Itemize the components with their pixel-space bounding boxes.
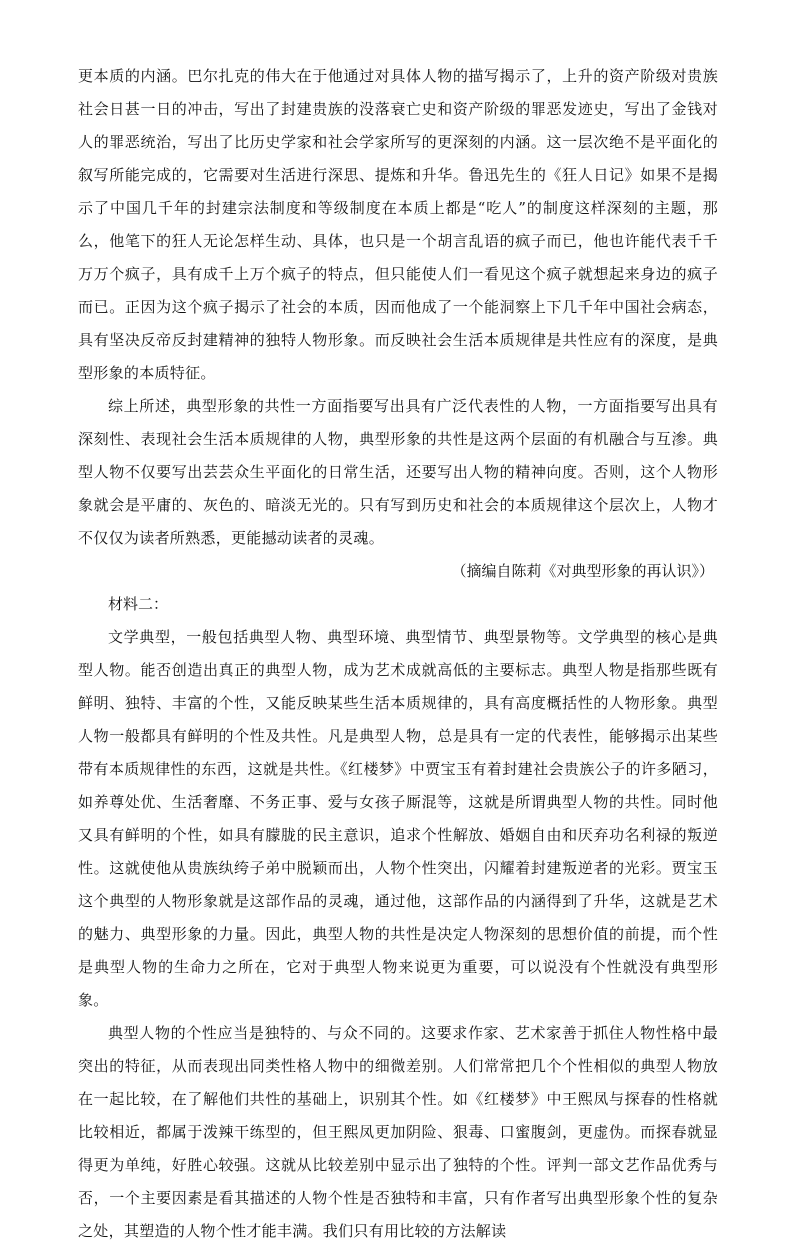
source-citation: （摘编自陈莉《对典型形象的再认识》） <box>451 562 714 580</box>
material-label: 材料二： <box>108 595 169 613</box>
paragraph-1: 更本质的内涵。巴尔扎克的伟大在于他通过对具体人物的描写揭示了，上升的资产阶级对贵族社会日甚一日的冲击，写出了封建贵族的没落衰亡史和资产阶级的罪恶发迹史，写出了金钱对人的罪恶统治，写出了比历史学家和社会学家所写的更深刻的内涵。这一层次绝不是平面化的叙写所能完成的，它需要对生活进行深思、提炼和升华。鲁迅先生的《狂人日记》如果不是揭示了中国几千年的封建宗法制度和等级制度在本质上都是“吃人”的制度这样深刻的主题，那么，他笔下的狂人无论怎样生动、具体，也只是一个胡言乱语的疯子而已，他也许能代表千千万万个疯子，具有成千上万个疯子的特点，但只能使人们一看见这个疯子就想起来身边的疯子而已。正因为这个疯子揭示了社会的本质，因而他成了一个能洞察上下几千年中国社会病态，具有坚决反帝反封建精神的独特人物形象。而反映社会生活本质规律是共性应有的深度，是典型形象的本质特征。 <box>78 67 718 382</box>
document-page <box>78 60 718 1248</box>
paragraph-2: 综上所述，典型形象的共性一方面指要写出具有广泛代表性的人物，一方面指要写出具有深刻性、表现社会生活本质规律的人物，典型形象的共性是这两个层面的有机融合与互渗。典型人物不仅要写出芸芸众生平面化的日常生活，还要写出人物的精神向度。否则，这个人物形象就会是平庸的、灰色的、暗淡无光的。只有写到历史和社会的本质规律这个层次上，人物才不仅仅为读者所熟悉，更能撼动读者的灵魂。 <box>78 397 718 547</box>
paragraph-3: 文学典型，一般包括典型人物、典型环境、典型情节、典型景物等。文学典型的核心是典型人物。能否创造出真正的典型人物，成为艺术成就高低的主要标志。典型人物是指那些既有鲜明、独特、丰富的个性，又能反映某些生活本质规律的，具有高度概括性的人物形象。典型人物一般都具有鲜明的个性及共性。凡是典型人物，总是具有一定的代表性，能够揭示出某些带有本质规律性的东西，这就是共性。《红楼梦》中贾宝玉有着封建社会贵族公子的许多陋习，如养尊处优、生活奢靡、不务正事、爱与女孩子厮混等，这就是所谓典型人物的共性。同时他又具有鲜明的个性，如具有朦胧的民主意识，追求个性解放、婚姻自由和厌弃功名利禄的叛逆性。这就使他从贵族纨绔子弟中脱颖而出，人物个性突出，闪耀着封建叛逆者的光彩。贾宝玉这个典型的人物形象就是这部作品的灵魂，通过他，这部作品的内涵得到了升华，这就是艺术的魅力、典型形象的力量。因此，典型人物的共性是决定人物深刻的思想价值的前提，而个性是典型人物的生命力之所在，它对于典型人物来说更为重要，可以说没有个性就没有典型形象。 <box>78 628 718 1009</box>
paragraph-4: 典型人物的个性应当是独特的、与众不同的。这要求作家、艺术家善于抓住人物性格中最突出的特征，从而表现出同类性格人物中的细微差别。人们常常把几个个性相似的典型人物放在一起比较，在了解他们共性的基础上，识别其个性。如《红楼梦》中王熙凤与探春的性格就比较相近，都属于泼辣干练型的，但王熙凤更加阴险、狠毒、口蜜腹剑，更虚伪。而探春就显得更为单纯，好胜心较强。这就从比较差别中显示出了独特的个性。评判一部文艺作品优秀与否，一个主要因素是看其描述的人物个性是否独特和丰富，只有作者写出典型形象个性的复杂之处，其塑造的人物个性才能丰满。我们只有用比较的方法解读 <box>78 1024 718 1240</box>
